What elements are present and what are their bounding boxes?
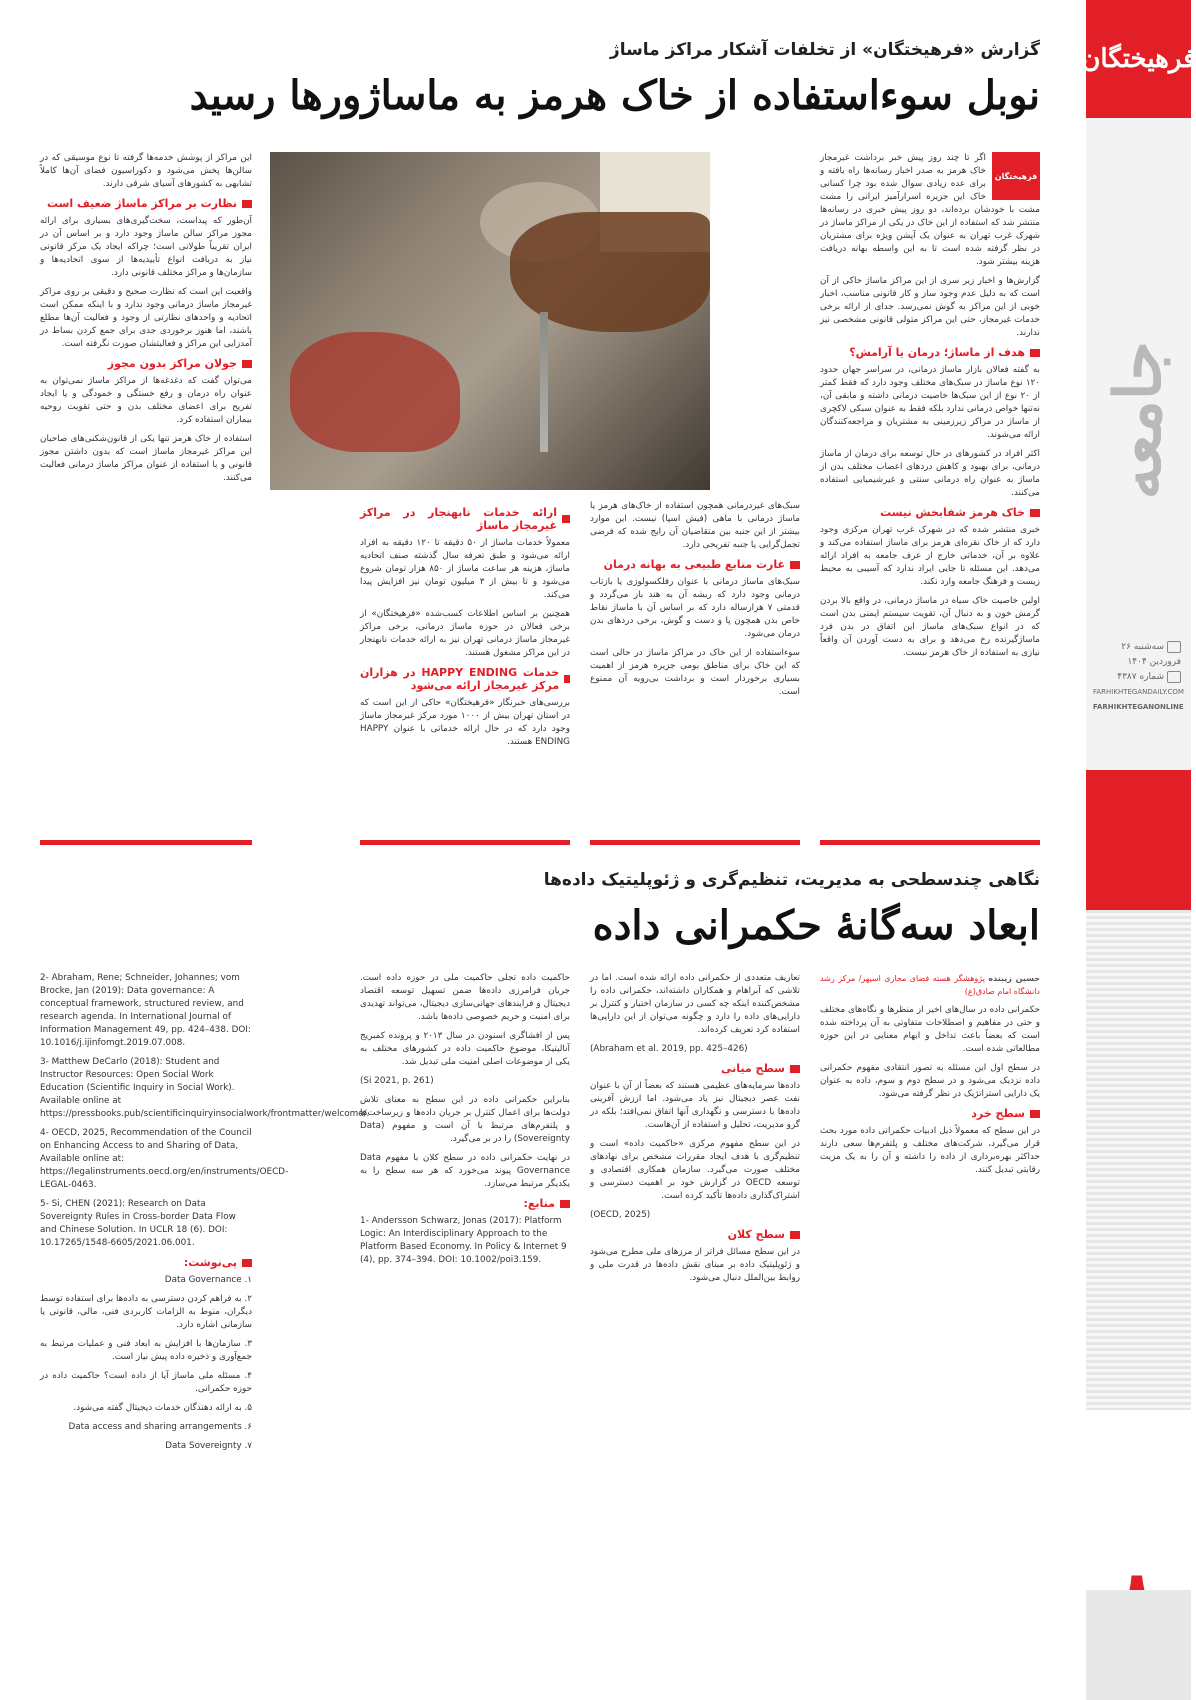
reference-item: 3- Matthew DeCarlo (2018): Student and Instructor Resources: Open Social Work Education (Scientific Inquiry in Social Work). Available online at https://pressbooks.pub/scientificinquiryinsocialwork/frontmatter/welcome/.	[40, 1057, 370, 1119]
sidebar	[1081, 0, 1196, 1700]
social-handle[interactable]: FARHIKHTEGANONLINE	[1093, 703, 1184, 711]
story1-column-1: فرهیختگان اگر تا چند روز پیش خبر برداشت غیرمجاز خاک هرمز به صدر اخبار رسانه‌ها راه یافته و برای عده زیادی سوال شده بود چرا کسانی خاک این جزیره اسرارآمیز ایرانی را مشت مشت با خودشان برده‌اند، دو روز پیش خبری در رسانه‌ها منتشر شد که استفاده از این خاک در یکی از مراکز ماساژ در شهرک غرب تهران به عنوان یک آپشن ویژه برای مشتریان در نظر گرفته شده است تا به این واسطه بهانه دریافت هزینه بیشتر شود. گزارش‌ها و اخبار زیر سری از این مراکز ماساژ حاکی از آن است که به دلیل عدم وجود ساز و کار قانونی مناسب، اخبار خوبی از این مراکز به گوش نمی‌رسد. جدای از ارائه برخی خدمات غیرمجاز، حتی این مراکز متولی قانونی مشخصی نیز ندارند. هدف از ماساژ؛ درمان یا آرامش؟ به گفته فعالان بازار ماساژ درمانی، در سراسر جهان حدود ۱۲۰ نوع ماساژ در سبک‌های مختلف وجود دارد که فقط کمتر از ۲۰ نوع از این سبک‌ها خاصیت درمانی داشته و مابقی آن، نه‌تنها خواص درمانی ندارد بلکه فقط به عنوان سبکی لاکچری از ماساژ در مراکز زیرزمینی به مشتریان و مراجعه‌کنندگان ارائه می‌شوند. اکثر افراد در کشورهای در حال توسعه برای درمان از ماساژ درمانی، برای بهبود و کاهش دردهای اعصاب مختلف بدن از ماساژ به عنوان راه درمانی سنتی و غیرشیمیایی استفاده می‌کنند. خاک هرمز شفابخش نیست خبری منتشر شده که در شهرک غرب تهران مرکزی وجود دارد که از خاک نقره‌ای هرمز برای ماساژ استفاده می‌کند و علاوه بر آن، خدماتی خارج از عرف جامعه به افراد ارائه می‌دهد. این مسئله تا جایی ایراد ندارد که آسیبی به محیط زیست و فرهنگ جامعه وارد نکند. اولین خاصیت خاک سیاه در ماساژ درمانی، در واقع بالا بردن گرمش خون و به دنبال آن، تقویت سیستم ایمنی بدن است که در انواع سبک‌های ماساژ این اتفاق در بدن فرد ماساژگیرنده رخ می‌دهد و برای به دست آوردن آن واقعاً نیازی به استفاده از خاک هرمز نیست.	[820, 153, 1040, 658]
reference-item: 5- Si, CHEN (2021): Research on Data Sovereignty Rules in Cross-border Data Flow and Chinese Solution. In UCLR 18 (6). DOI: 10.17265/1548-6605/2021.06.001.	[40, 1199, 236, 1248]
author-name: حسین زیبنده	[988, 974, 1040, 983]
story1-column-4: این مراکز از پوشش خدمه‌ها گرفته تا نوع موسیقی که در سالن‌ها پخش می‌شود و دکوراسیون فضای آن‌ها کاملاً تشابهی به کشورهای آسیای شرقی دارند. نظارت بر مراکز ماساژ ضعیف است آن‌طور که پیداست، سخت‌گیری‌های بسیاری برای ارائه مجوز مراکز سالن ماساژ وجود دارد و بر اساس آن در ایران تقریباً طولانی است؛ چراکه ایجاد یک مرکز قانونی نیاز به دریافت انواع تأییدیه‌ها از سوی اتحادیه‌ها و سازمان‌ها و مراکز مختلف قانونی دارد. واقعیت این است که نظارت صحیح و دقیقی بر روی مراکز غیرمجاز ماساژ درمانی وجود ندارد و با اینکه ممکن است اتحادیه و واحدهای نظارتی از وجود و فعالیت آن‌ها مطلع باشند، اما هنوز برخوردی جدی برای جمع کردن بساط در آمدزایی این مراکز و فعالیتشان صورت نگرفته است. جولان مراکز بدون مجوز می‌توان گفت که دغدغه‌ها از مراکز ماساژ نمی‌توان به عنوان راه درمان و رفع خستگی و خمودگی و یا ایجاد تفریح برای اعضای مختلف بدن و حتی تقویت روحیه بیماران استفاده کرد. استفاده از خاک هرمز تنها یکی از قانون‌شکنی‌های صاحبان این مراکز غیرمجاز ماساژ است که بدون داشتن مجوز قانونی و با استفاده از عنوان مراکز ماساژ درمانی فعالیت می‌کنند.	[40, 153, 252, 483]
story1-column-2: سبک‌های غیردرمانی همچون استفاده از خاک‌های هرمز یا ماساژ درمانی با ماهی (فیش اسپا) نیست. این موارد بیشتر از این جنبه بین متقاضیان آن رایج شده که فرضی تجمل‌گرایی یا جنبه تفریحی دارد. غارت منابع طبیعی به بهانه درمان سبک‌های ماساژ درمانی با عنوان رفلکسولوژی یا بازتاب درمانی وجود دارد که ریشه آن به هند باز می‌گردد و قدمتی ۷ هزارساله دارد که بر اساس آن با ماساژ نقاط خاص بدن همچون پا و دست و گوش، برخی دردهای بدن درمان می‌شود. سوءاستفاده از این خاک در مراکز ماساژ در حالی است که این خاک برای مناطق بومی جزیره هرمز از اهمیت بسیاری برخوردار است و برداشت بی‌رویه آن ممنوع است.	[590, 501, 800, 697]
subheading: پی‌نوشت:	[40, 1256, 252, 1269]
subheading: هدف از ماساژ؛ درمان یا آرامش؟	[820, 346, 1040, 359]
story2-column-4	[40, 972, 370, 1672]
sidebar-red-block	[1086, 770, 1191, 910]
logo-badge: فرهیختگان	[992, 152, 1040, 200]
subheading: جولان مراکز بدون مجوز	[40, 357, 252, 370]
story2-column-2: تعاریف متعددی از حکمرانی داده ارائه شده است. اما در تلاشی که آبراهام و همکاران داشته‌اند، حکمرانی داده را مشخص‌کننده اینکه چه کسی در سازمان اختیار و کنترل بر دارایی‌های داده را دارد و چگونه می‌توان از این دارایی‌ها استفاده کرد تعریف کرده‌اند. (Abraham et al. 2019, pp. 425–426) سطح میانی داده‌ها سرمایه‌های عظیمی هستند که بعضاً از آن با عنوان نفت عصر دیجیتال نیز یاد می‌شود. اما ارزش آفرینی داده‌ها با دسترسی و نگهداری آنها اتفاق نمی‌افتد؛ بلکه در گرو مدیریت، تحلیل و استفاده از آن‌هاست. در این سطح مفهوم مرکزی «حاکمیت داده» است و تنظیم‌گری با هدف ایجاد مقررات مشخص برای نهادهای مختلف صورت می‌گیرد. سازمان همکاری اقتصادی و توسعه OECD در گزارش خود بر اهمیت دسترسی و اشتراک‌گذاری داده‌ها تأکید کرده است. (OECD, 2025) سطح کلان در این سطح مسائل فراتر از مرزهای ملی مطرح می‌شود و ژئوپلیتیک داده بر مبنای نقش داده‌ها در قدرت ملی و روابط بین‌الملل دنبال می‌شود.	[590, 973, 801, 1283]
author-role: پژوهشگر هسته فضای مجازی اسپهر/ مرکز رشد دانشگاه امام صادق(ع)	[820, 974, 1040, 996]
footnote-item: ۷. Data Sovereignty	[165, 1441, 252, 1451]
reference-item: 4- OECD, 2025, Recommendation of the Council on Enhancing Access to and Sharing of Data, Available online at: https://legalinstruments.oecd.org/en/instruments/OECD-LEGAL-0463.	[40, 1128, 289, 1190]
reference-item: 1- Andersson Schwarz, Jonas (2017): Platform Logic: An Interdisciplinary Approach to the Platform Based Economy. In Policy & Internet 9 (4), pp. 374–394. DOI: 10.1002/poi3.159.	[360, 1216, 567, 1265]
reference-item: 2- Abraham, Rene; Schneider, Johannes; vom Brocke, Jan (2019): Data governance: A conceptual framework, structured review, and research agenda. In International Journal of Information Management 49, pp. 424–438. DOI: 10.1016/j.ijinfomgt.2019.07.008.	[40, 973, 251, 1048]
subheading: سطح خرد	[820, 1107, 1040, 1120]
story1-column-3: ارائه خدمات نابهنجار در مراکز غیرمجاز ماساژ معمولاً خدمات ماساژ از ۵۰ دقیقه تا ۱۲۰ دقیقه به افراد ارائه می‌شود و طبق تعرفه سال گذشته صنف اتحادیه ماساژ، هزینه هر ساعت ماساژ از ۸۵۰ هزار تومان شروع می‌شود و تا بیش از ۳ میلیون تومان نیز افزایش پیدا می‌کند. همچنین بر اساس اطلاعات کسب‌شده «فرهیختگان» از برخی فعالان در حوزه ماساژ درمانی، برخی مراکز غیرمجاز ماساژ درمانی تهران نیز به ارائه خدمات نابهنجار در این مراکز مشغول هستند. خدمات HAPPY ENDING در هزاران مرکز غیرمجاز ارائه می‌شود بررسی‌های خبرنگار «فرهیختگان» حاکی از این است که در استان تهران بیش از ۱۰۰۰ مورد مرکز غیرمجاز ماساژ وجود دارد که در حال ارائه خدماتی با عنوان HAPPY ENDING هستند.	[360, 506, 571, 747]
issue-number: شماره ۴۳۸۷	[1117, 672, 1164, 682]
subheading: خدمات HAPPY ENDING در هزاران مرکز غیرمجاز ارائه می‌شود	[360, 666, 570, 692]
masthead	[1081, 0, 1196, 118]
section-title: جامعه	[1100, 340, 1176, 500]
sidebar-stripes	[1086, 910, 1191, 1410]
subheading: غارت منابع طبیعی به بهانه درمان	[590, 558, 800, 571]
story2-column-3: حاکمیت داده تجلی حاکمیت ملی در حوزه داده است. جریان فرامرزی داده‌ها ضمن تسهیل توسعه اقتصاد دیجیتال و فرایندهای جهانی‌سازی دیجیتال، می‌تواند تهدیدی برای امنیت و حریم خصوصی داده‌ها باشد. پس از افشاگری اسنودن در سال ۲۰۱۳ و پرونده کمبریج آنالیتیکا، موضوع حاکمیت داده در کشورهای مختلف به یکی از موضوعات اصلی امنیت ملی تبدیل شد. (Si 2021, p. 261) بنابراین حکمرانی داده در این سطح به معنای تلاش دولت‌ها برای اعمال کنترل بر جریان داده‌ها و زیرساخت‌ها و پلتفرم‌های مرتبط با آن است و مفهوم (Data Sovereignty) را در بر می‌گیرد. در نهایت حکمرانی داده در سطح کلان با مفهوم Data Governance پیوند می‌خورد که هر سه سطح را به یکدیگر مرتبط می‌سازد. منابع: 1- Andersson Schwarz, Jonas (2017): Platform Logic: An Interdisciplinary Approach to the Platform Based Economy. In Policy & Internet 9 (4), pp. 374–394. DOI: 10.1002/poi3.159.	[360, 973, 570, 1265]
story2-column-1: حسین زیبنده پژوهشگر هسته فضای مجازی اسپهر/ مرکز رشد دانشگاه امام صادق(ع) حکمرانی داده در سال‌های اخیر از منظرها و نگاه‌های مختلف و حتی در مفاهیم و اصطلاحات متفاوتی به آن پرداخته شده است که بعضاً باعث تداخل و ابهام معنایی در این حوزه مطالعاتی شده است. در سطح اول این مسئله به تصور انتقادی مفهوم حکمرانی داده نزدیک می‌شود و در سطح دوم و سوم، داده به عنوان یک دارایی استراتژیک در نظر گرفته می‌شود. سطح خرد در این سطح که معمولاً ذیل ادبیات حکمرانی داده مورد بحث قرار می‌گیرد، شرکت‌های مختلف و پلتفرم‌ها سعی دارند حداکثر بهره‌برداری از داده را داشته و آن را به یک مزیت رقابتی تبدیل کنند.	[820, 974, 1040, 1175]
subheading: ارائه خدمات نابهنجار در مراکز غیرمجاز ماساژ	[360, 506, 570, 532]
citation: (OECD, 2025)	[590, 1210, 651, 1220]
subheading: نظارت بر مراکز ماساژ ضعیف است	[40, 197, 252, 210]
story2-kicker: نگاهی چندسطحی به مدیریت، تنظیم‌گری و ژئوپلیتیک داده‌ها	[543, 870, 1040, 890]
issue-icon	[1167, 671, 1181, 683]
author-byline	[820, 972, 1040, 998]
calendar-icon	[1167, 641, 1181, 653]
footnote-item: ۲. به فراهم کردن دسترسی به داده‌ها برای استفاده توسط دیگران، منوط به الزامات کاربردی فنی، مالی، قانونی یا سازمانی اشاره دارد.	[40, 1294, 252, 1330]
subheading: خاک هرمز شفابخش نیست	[820, 506, 1040, 519]
citation: (Si 2021, p. 261)	[360, 1076, 434, 1086]
issue-info	[1093, 640, 1184, 715]
footnote-item: ۶. Data access and sharing arrangements	[68, 1422, 252, 1432]
story1-kicker: گزارش «فرهیختگان» از تخلفات آشکار مراکز ماساژ	[609, 40, 1040, 60]
footnote-item: ۴. مسئله ملی ماساژ آیا از داده است؟ حاکمیت داده در حوزه حکمرانی.	[40, 1371, 252, 1394]
issue-date: سه‌شنبه ۲۶ فروردین ۱۴۰۴	[1121, 642, 1181, 667]
newspaper-logo: فرهیختگان	[1081, 44, 1196, 74]
footnote-item: ۵. به ارائه دهندگان خدمات دیجیتال گفته می‌شود.	[73, 1403, 252, 1413]
subheading: منابع:	[360, 1197, 570, 1210]
footnote-item: ۱. Data Governance	[164, 1275, 252, 1285]
citation: (Abraham et al. 2019, pp. 425–426)	[590, 1044, 748, 1054]
story1-intro: اگر تا چند روز پیش خبر برداشت غیرمجاز خاک هرمز به صدر اخبار رسانه‌ها راه یافته و برای عده زیادی سوال شده بود چرا کسانی خاک این جزیره اسرارآمیز ایرانی را مشت مشت با خودشان برده‌اند، دو روز پیش خبری در رسانه‌ها منتشر شد که استفاده از این خاک در یکی از مراکز ماساژ در شهرک غرب تهران به عنوان یک آپشن ویژه برای مشتریان در نظر گرفته شده است تا به این واسطه بهانه دریافت هزینه بیشتر شود.	[820, 153, 1040, 267]
footnote-item: ۳. سازمان‌ها با افزایش به ابعاد فنی و عملیات مرتبط به جمع‌آوری و ذخیره داده پیش نیاز است.	[40, 1339, 252, 1362]
page-content	[40, 40, 1050, 1680]
story1-headline: نوبل سوءاستفاده از خاک هرمز به ماساژورها رسید	[189, 72, 1040, 119]
subheading: سطح کلان	[590, 1228, 800, 1241]
website-link[interactable]: FARHIKHTEGANDAILY.COM	[1093, 688, 1184, 696]
story1-photo	[270, 152, 710, 490]
story2-headline: ابعاد سه‌گانهٔ حکمرانی داده	[592, 902, 1040, 949]
subheading: سطح میانی	[590, 1062, 800, 1075]
